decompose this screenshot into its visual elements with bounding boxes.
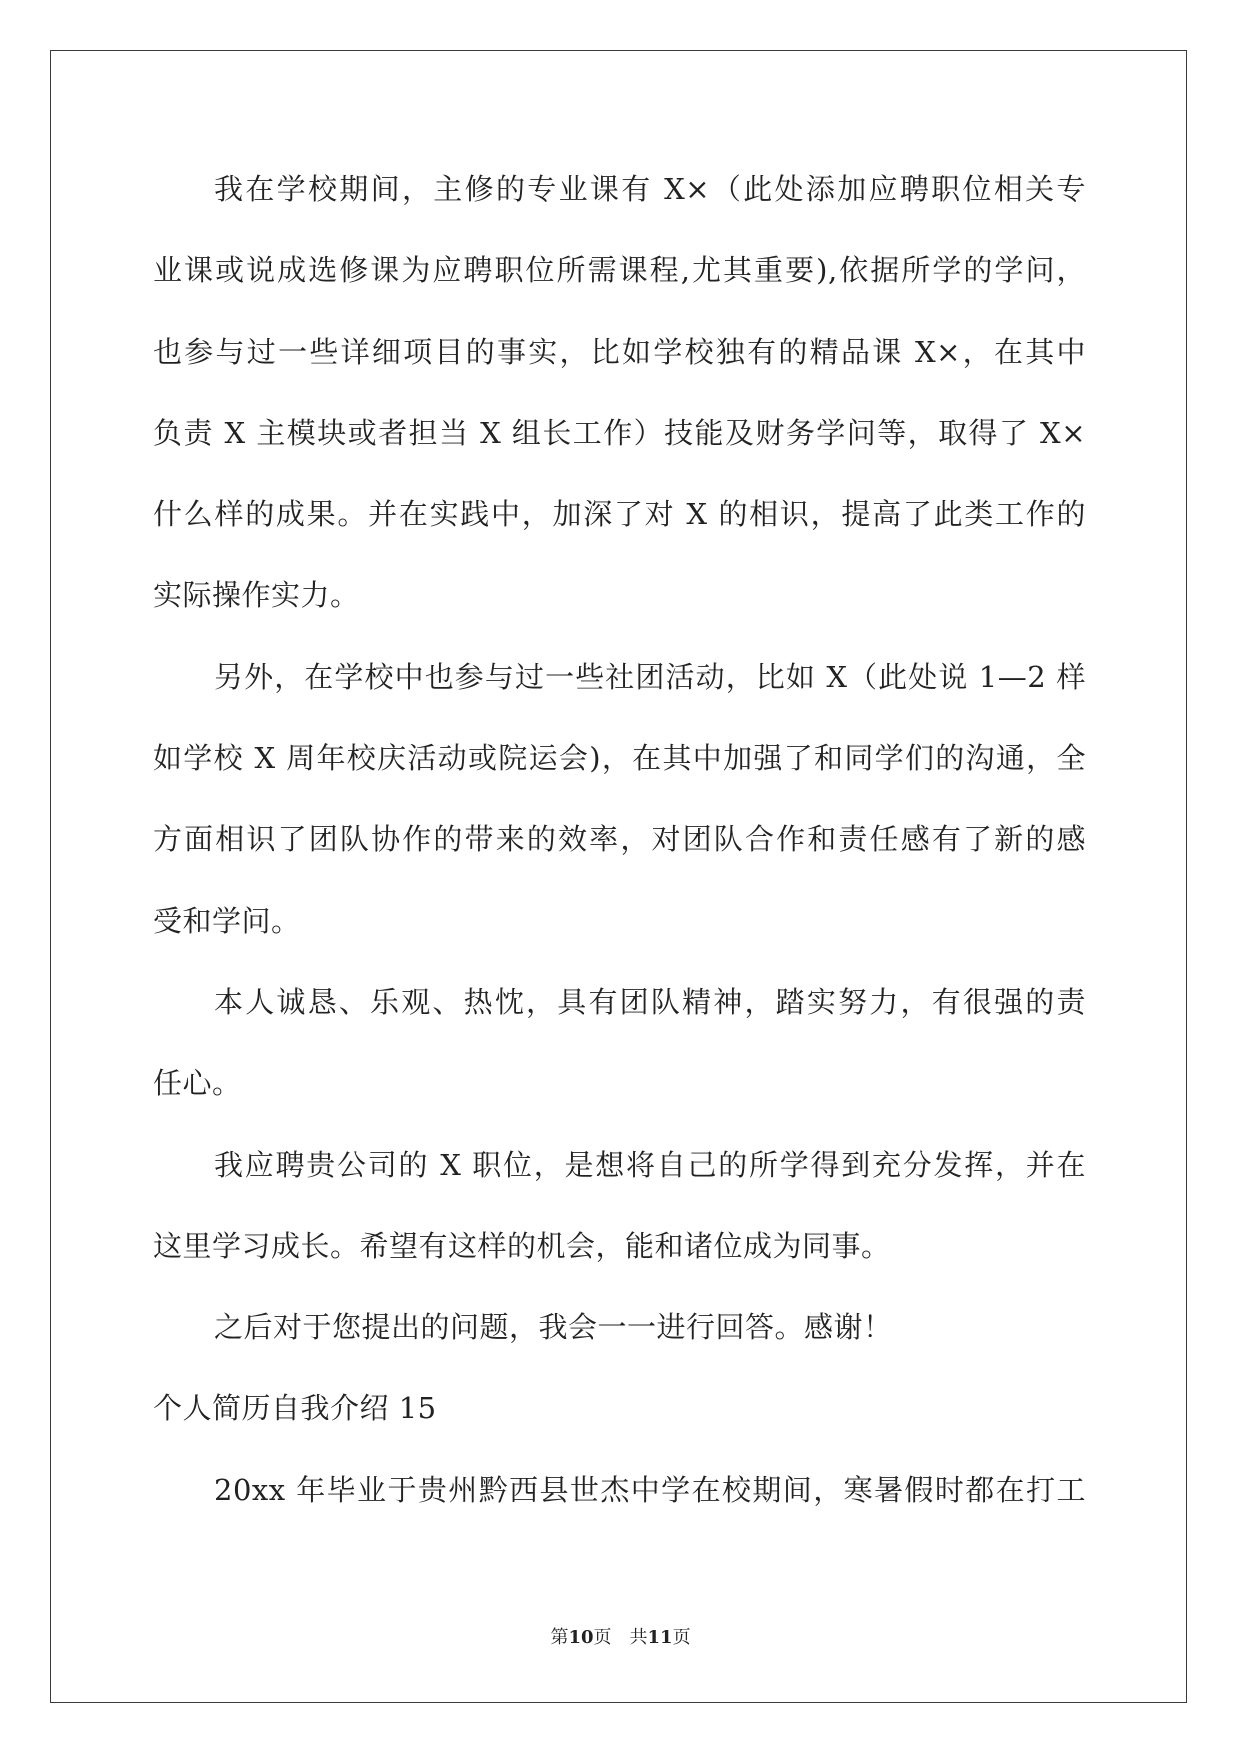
- paragraph-line: 方面相识了团队协作的带来的效率，对团队合作和责任感有了新的感: [153, 822, 1086, 857]
- paragraph-3: [153, 962, 1086, 1125]
- page-footer: [0, 1626, 1241, 1650]
- paragraph-line: 受和学问。: [153, 903, 301, 938]
- paragraph-line: 之后对于您提出的问题，我会一一进行回答。感谢！: [214, 1310, 893, 1345]
- footer-total-prefix: 共: [629, 1627, 648, 1648]
- paragraph-line: 实际操作实力。: [153, 578, 360, 613]
- paragraph-line: 另外，在学校中也参与过一些社团活动，比如 X（此处说 1—2 样: [214, 659, 1086, 694]
- paragraph-line: 20xx 年毕业于贵州黔西县世杰中学在校期间，寒暑假时都在打工: [214, 1472, 1086, 1507]
- paragraph-line: 任心。: [153, 1066, 242, 1101]
- paragraph-6: [153, 1450, 1086, 1531]
- paragraph-line: 业课或说成选修课为应聘职位所需课程,尤其重要),依据所学的学问，: [153, 253, 1086, 288]
- paragraph-1: [153, 149, 1086, 637]
- paragraph-line: 我在学校期间，主修的专业课有 X×（此处添加应聘职位相关专: [214, 172, 1086, 206]
- paragraph-4: [153, 1125, 1086, 1288]
- paragraph-5: [153, 1287, 1086, 1368]
- footer-prefix: 第: [550, 1627, 569, 1648]
- paragraph-line: 如学校 X 周年校庆活动或院运会)，在其中加强了和同学们的沟通，全: [153, 741, 1086, 776]
- paragraph-2: [153, 637, 1086, 962]
- page-number: 10: [568, 1627, 594, 1648]
- document-body: [153, 149, 1086, 1531]
- paragraph-line: 这里学习成长。希望有这样的机会，能和诸位成为同事。: [153, 1228, 891, 1263]
- paragraph-line: 也参与过一些详细项目的事实，比如学校独有的精品课 X×，在其中: [153, 334, 1086, 369]
- footer-page-suffix: 页: [593, 1627, 612, 1648]
- paragraph-line: 本人诚恳、乐观、热忱，具有团队精神，踏实努力，有很强的责: [214, 984, 1086, 1019]
- section-heading: 个人简历自我介绍 15: [153, 1391, 437, 1426]
- paragraph-line: 我应聘贵公司的 X 职位，是想将自己的所学得到充分发挥，并在: [214, 1147, 1086, 1182]
- paragraph-line: 负责 X 主模块或者担当 X 组长工作）技能及财务学问等，取得了 X×: [153, 415, 1086, 450]
- page-total: 11: [647, 1627, 673, 1648]
- footer-total-suffix: 页: [672, 1627, 691, 1648]
- paragraph-line: 什么样的成果。并在实践中，加深了对 X 的相识，提高了此类工作的: [153, 497, 1086, 532]
